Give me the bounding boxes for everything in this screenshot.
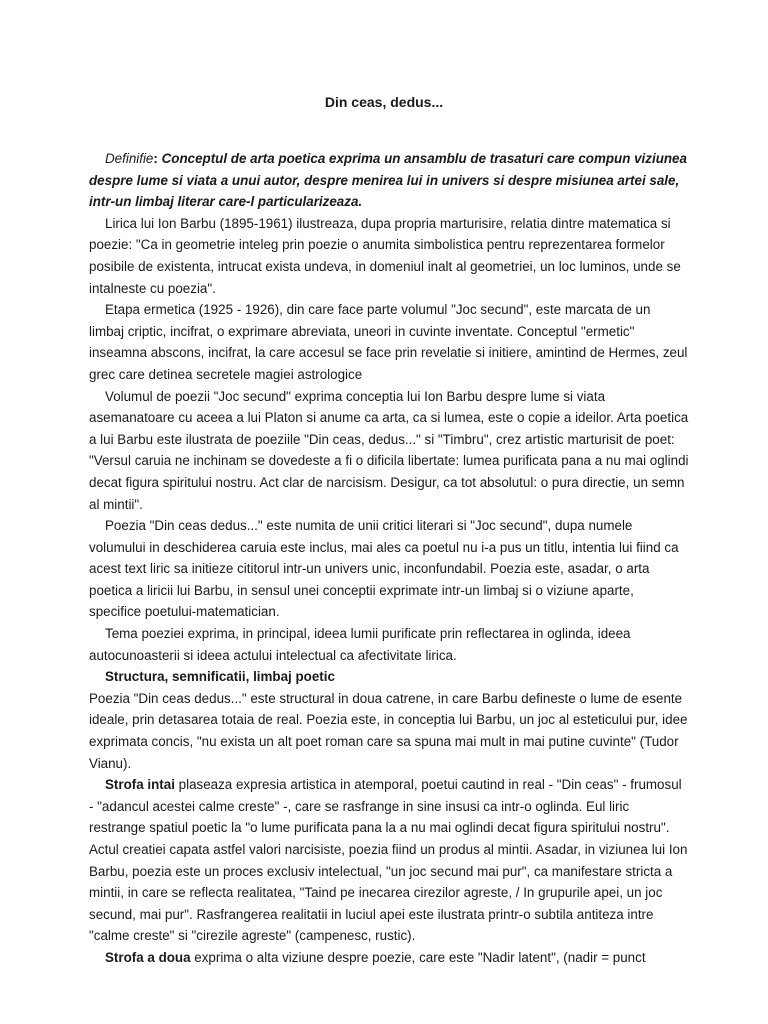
document-title: Din ceas, dedus... xyxy=(324,94,444,110)
definition-paragraph xyxy=(89,148,689,213)
definition-text: Conceptul de arta poetica exprima un ansamblu de trasaturi care compun viziunea despre lume si viata a unui autor, despre menirea lui in univers si despre misiunea artei sale, intr-un limbaj literar care-l particularizeaza. xyxy=(89,151,687,210)
paragraph-etapa-ermetica: Etapa ermetica (1925 - 1926), din care face parte volumul "Joc secund", este marcata de un limbaj criptic, incifrat, o exprimare abreviata, uneori in cuvinte inventate. Conceptul "ermetic" inseamna abscons, incifrat, la care accesul se face prin revelatie si initiere, amintind de Hermes, zeul grec care detinea secretele magiei astrologice xyxy=(89,302,688,382)
definition-label: Definifie xyxy=(105,151,154,166)
paragraph-strofa-intai xyxy=(89,774,689,947)
paragraph-poezia: Poezia "Din ceas dedus..." este numita de unii critici literari si "Joc secund", dupa numele volumului in deschiderea caruia este inclus, mai ales ca poetul nu i-a pus un titlu, intentia lui fiind ca acest text liric sa initieze cititorul intr-un univers unic, inconfundabil. Poezia este, asadar, o arta poetica a liricii lui Barbu, in sensul unei conceptii exprimate intr-un limbaj si o viziune aparte, specifice poetului-matematician. xyxy=(89,518,679,620)
document-body xyxy=(89,148,689,969)
strofa-intai-label: Strofa intai xyxy=(105,777,175,793)
strofa-a-doua-text: exprima o alta viziune despre poezie, care este "Nadir latent", (nadir = punct xyxy=(190,949,646,965)
strofa-intai-text: plaseaza expresia artistica in atemporal, poetui cautind in real - "Din ceas" - frumosul - "adancul acestei calme creste" -, care se rasfrange in sine insusi ca intr-o oglinda. Eul liric restrange spatiul poetic la "o lume purificata pana la a nu mai oglindi decat figura spiritului nostru". Actul creatiei capata astfel valori narcisiste, poezia fiind un produs al mintii. Asadar, in viziunea lui Ion Barbu, poezia este un proces exclusiv intelectual, "un joc secund mai pur", ca manifestare stricta a mintii, in care se reflecta realitatea, "Taind pe inecarea cirezilor agreste, / In grupurile apei, un joc secund, mai pur". Rasfrangerea realitatii in luciul apei este ilustrata printr-o subtila antiteza intre "calme creste" si "cirezile agreste" (campenesc, rustic). xyxy=(89,777,688,944)
section-heading: Structura, semnificatii, limbaj poetic xyxy=(105,669,335,685)
paragraph-volumul: Volumul de poezii "Joc secund" exprima conceptia lui Ion Barbu despre lume si viata asemanatoare cu aceea a lui Platon si anume ca arta, ca si lumea, este o copie a ideilor. Arta poetica a lui Barbu este ilustrata de poeziile "Din ceas, dedus..." si "Timbru", crez artistic marturisit de poet: "Versul caruia ne inchinam se dovedeste a fi o dificila libertate: lumea purificata pana a nu mai oglindi decat figura spiritului nostru. Act clar de narcisism. Desigur, ca tot absolutul: o pura directie, un semn al mintii". xyxy=(89,388,689,512)
paragraph-lirica: Lirica lui Ion Barbu (1895-1961) ilustreaza, dupa propria marturisire, relatia dintre matematica si poezie: "Ca in geometrie inteleg prin poezie o anumita simbolistica pentru reprezentarea formelor posibile de existenta, intrucat exista undeva, in domeniul inalt al geometriei, un loc luminos, unde se intalneste cu poezia". xyxy=(89,215,681,296)
strofa-a-doua-label: Strofa a doua xyxy=(105,949,191,965)
paragraph-structura: Poezia "Din ceas dedus..." este structural in doua catrene, in care Barbu defineste o lume de esente ideale, prin detasarea totaia de real. Poezia este, in conceptia lui Barbu, un joc al esteticului pur, idee exprimata concis, "nu exista un alt poet roman care sa spuna mai mult in mai putine cuvinte" (Tudor Vianu). xyxy=(89,690,688,771)
paragraph-tema: Tema poeziei exprima, in principal, ideea lumii purificate prin reflectarea in oglinda, ideea autocunoasterii si ideea actului intelectual ca afectivitate lirica. xyxy=(89,626,631,663)
definition-colon: : xyxy=(153,151,158,166)
paragraph-strofa-a-doua xyxy=(89,947,689,969)
